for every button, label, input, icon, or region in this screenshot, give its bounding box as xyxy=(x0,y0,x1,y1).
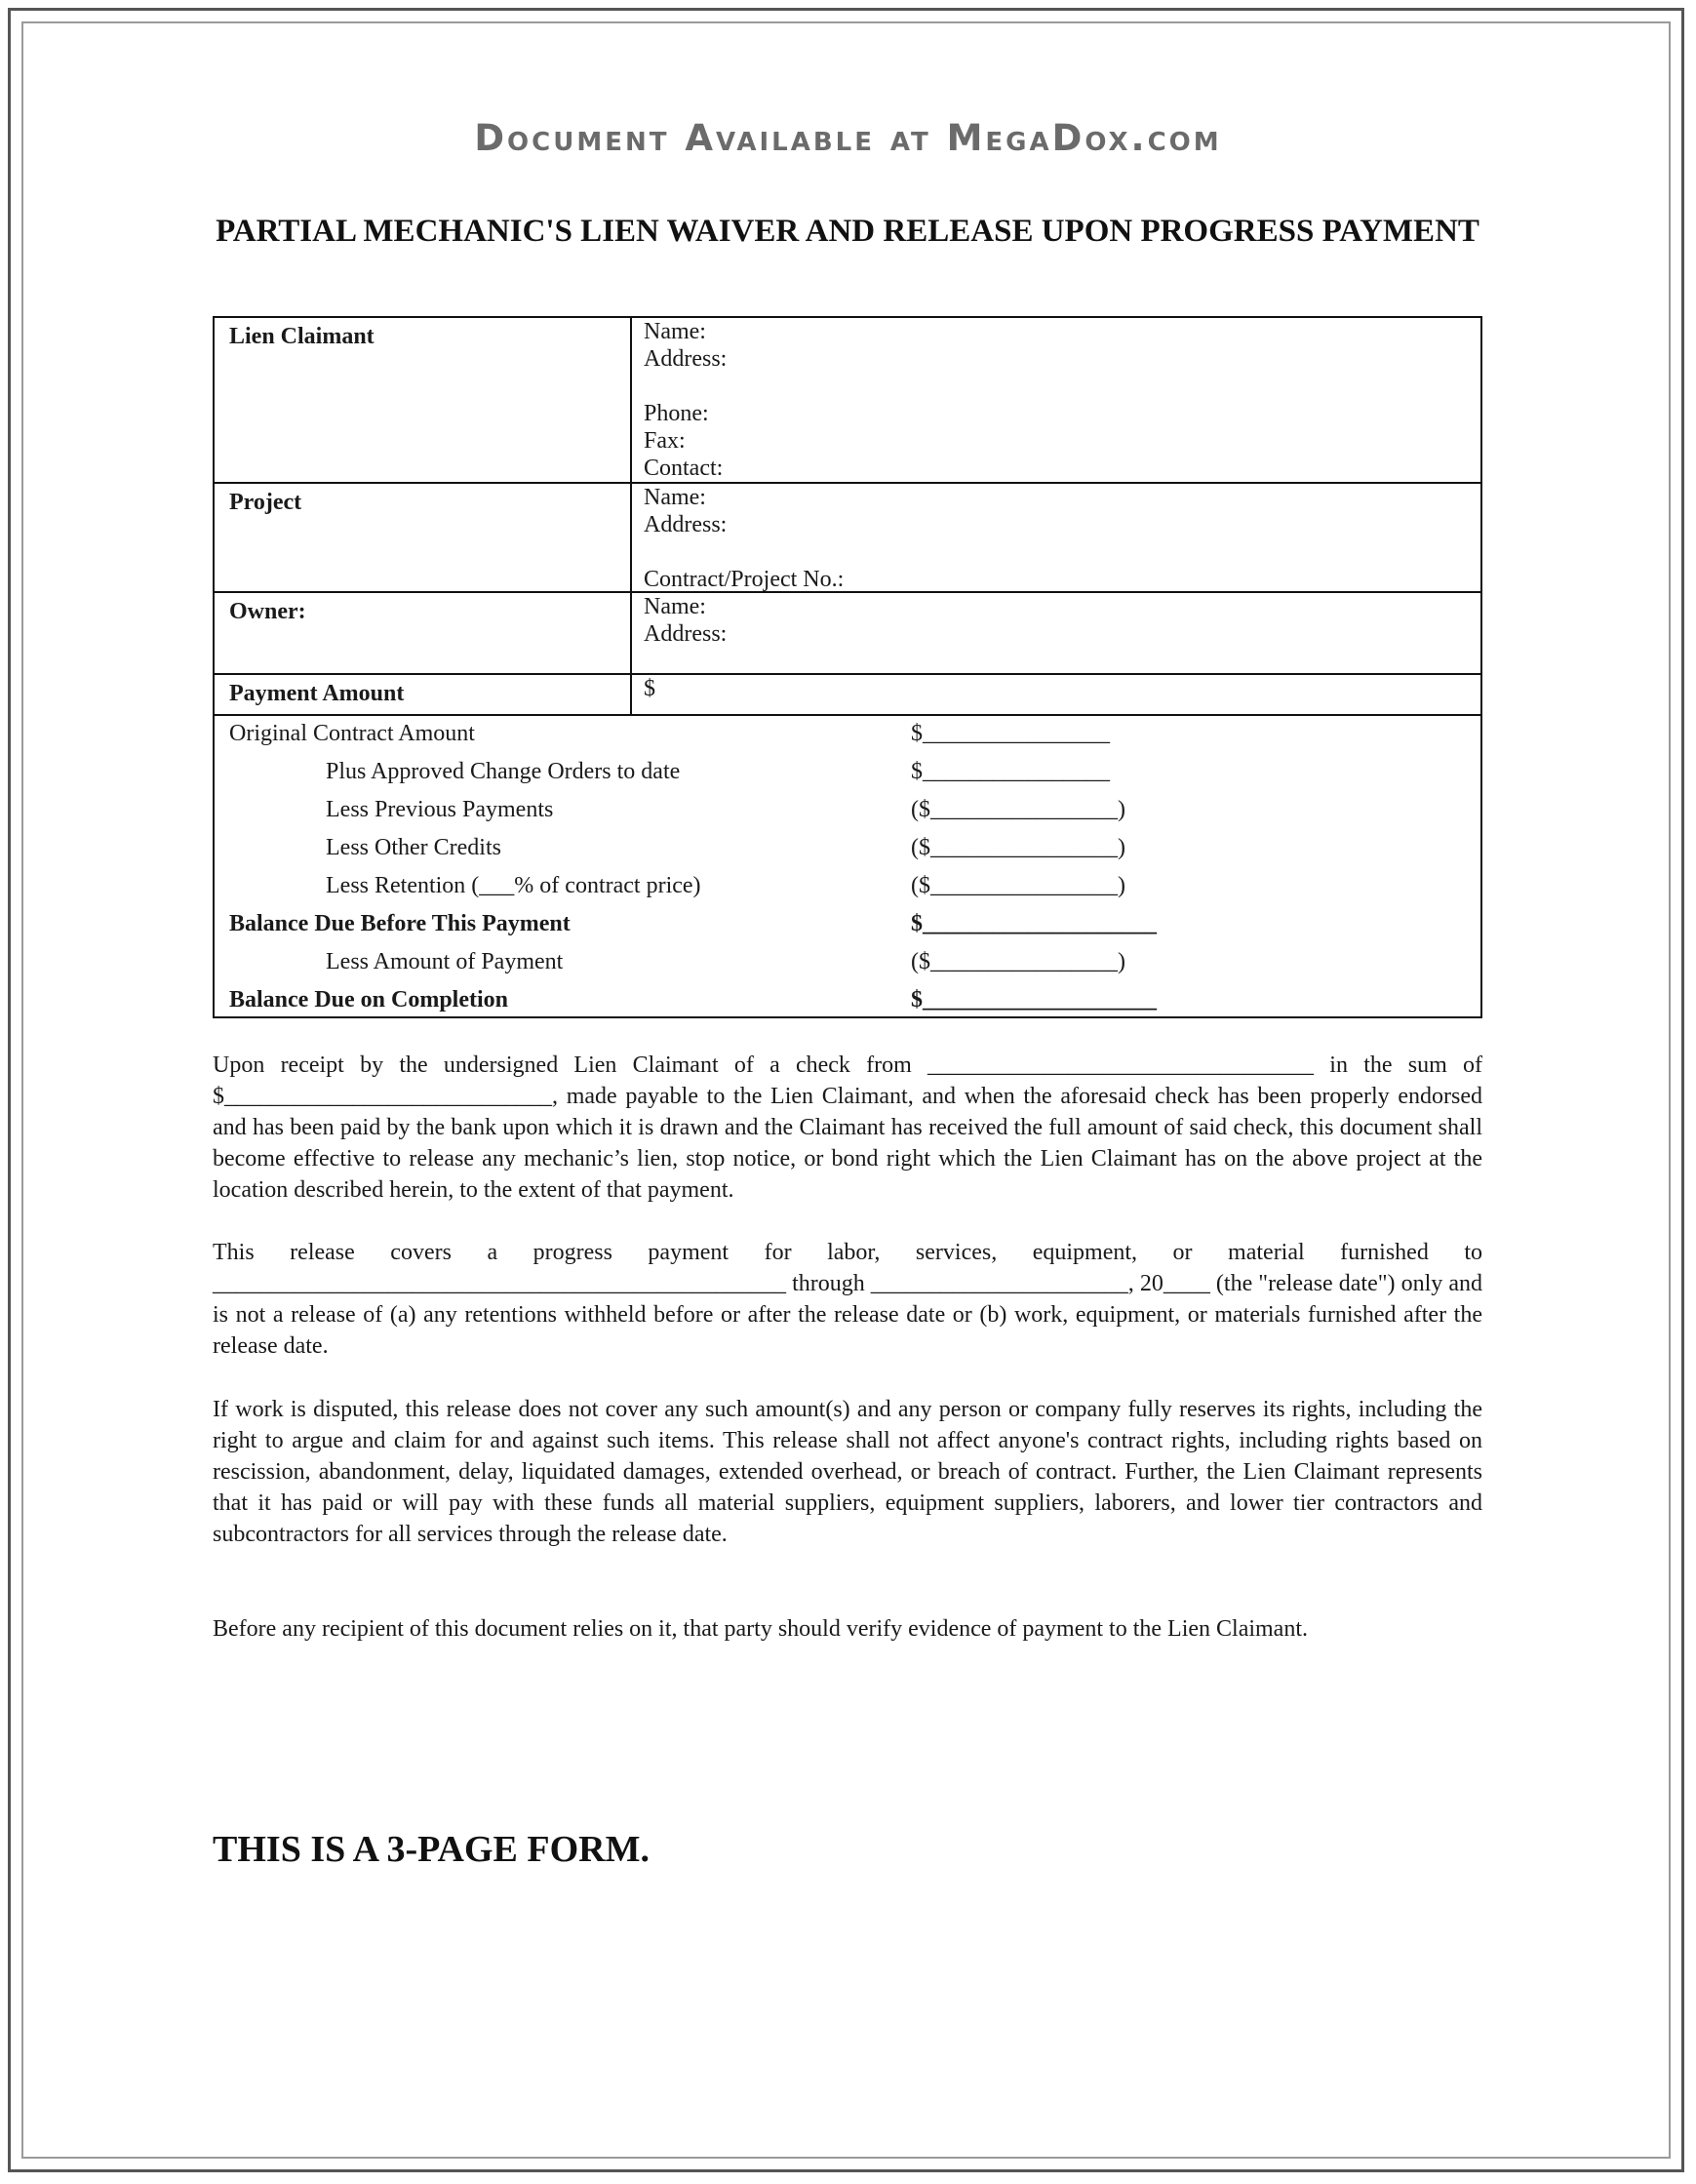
calc-label: Less Retention (___% of contract price) xyxy=(326,873,701,898)
spacer xyxy=(644,373,727,400)
disputed-work-paragraph: If work is disputed, this release does not cover any such amount(s) and any person or company fully reserves its rights, including the right to argue and claim for and against such items. This release shall not affect anyone's contract rights, including rights based on rescission, abandonment, delay, liquidated damages, extended overhead, or breach of contract. Further, the Lien Claimant represents that it has paid or will pay with these funds all material suppliers, equipment suppliers, laborers, and lower tier contractors and subcontractors for all services through the release date. xyxy=(213,1397,1482,1547)
page-count-note: THIS IS A 3-PAGE FORM. xyxy=(213,1829,650,1870)
claimant-address-field[interactable]: Address: xyxy=(644,346,728,372)
calc-label: Less Amount of Payment xyxy=(326,949,564,974)
lien-claimant-row xyxy=(215,318,1480,484)
owner-name-field[interactable]: Name: xyxy=(644,594,706,619)
receipt-paragraph: Upon receipt by the undersigned Lien Claimant of a check from _________________________________ in the sum of $____________________________, made payable to the Lien Claimant, and when the aforesaid check has been properly endorsed and has been paid by the bank upon which it is drawn and the Claimant has received the full amount of said check, this document shall become effective to release any mechanic’s lien, stop notice, or bond right which the Lien Claimant has on the above project at the location described herein, to the extent of that payment. xyxy=(213,1052,1482,1203)
project-row xyxy=(215,484,1480,593)
calc-label: Balance Due Before This Payment xyxy=(229,911,571,936)
owner-row xyxy=(215,593,1480,675)
watermark-banner: Document Available at MegaDox.com xyxy=(474,117,1222,159)
calc-line-original-contract xyxy=(215,715,1480,753)
calc-value-field[interactable]: ($________________) xyxy=(911,797,1125,822)
calc-line-amount-of-payment xyxy=(215,943,1480,981)
claimant-contact-field[interactable]: Contact: xyxy=(644,456,724,481)
calc-value-field[interactable]: ($________________) xyxy=(911,835,1125,860)
column-divider xyxy=(630,318,632,482)
column-divider xyxy=(630,593,632,673)
claimant-fax-field[interactable]: Fax: xyxy=(644,428,686,454)
owner-address-field[interactable]: Address: xyxy=(644,621,728,647)
spacer xyxy=(644,538,844,566)
calc-label: Original Contract Amount xyxy=(229,721,475,746)
calc-line-previous-payments xyxy=(215,791,1480,829)
payment-amount-label: Payment Amount xyxy=(229,681,405,706)
project-address-field[interactable]: Address: xyxy=(644,512,728,537)
project-contract-no-field[interactable]: Contract/Project No.: xyxy=(644,567,845,592)
calc-value-field[interactable]: $________________ xyxy=(911,759,1110,784)
calc-line-balance-completion xyxy=(215,981,1480,1019)
payment-amount-row xyxy=(215,675,1480,716)
calc-value-field[interactable]: ($________________) xyxy=(911,873,1125,898)
calc-label: Plus Approved Change Orders to date xyxy=(326,759,681,784)
claimant-name-field[interactable]: Name: xyxy=(644,319,706,344)
calc-value-field[interactable]: ($________________) xyxy=(911,949,1125,974)
calc-label: Balance Due on Completion xyxy=(229,987,509,1013)
verification-paragraph: Before any recipient of this document relies on it, that party should verify evidence of payment to the Lien Claimant. xyxy=(213,1616,1308,1642)
calc-line-retention xyxy=(215,867,1480,905)
project-name-field[interactable]: Name: xyxy=(644,485,706,510)
owner-fields xyxy=(644,593,727,648)
calc-line-change-orders xyxy=(215,753,1480,791)
lien-claimant-label: Lien Claimant xyxy=(229,324,375,349)
document-title: PARTIAL MECHANIC'S LIEN WAIVER AND RELEASE UPON PROGRESS PAYMENT xyxy=(216,214,1479,249)
release-coverage-paragraph: This release covers a progress payment for labor, services, equipment, or material furnished to _________________________________________________ through ______________________, 20____ (the "release date") only and is not a release of (a) any retentions withheld before or after the release date or (b) work, equipment, or materials furnished after the release date. xyxy=(213,1240,1482,1359)
column-divider xyxy=(630,675,632,714)
calc-value-field[interactable]: $____________________ xyxy=(911,911,1157,936)
payment-amount-field[interactable]: $ xyxy=(644,676,655,701)
calc-value-field[interactable]: $____________________ xyxy=(911,987,1157,1013)
calc-label: Less Previous Payments xyxy=(326,797,554,822)
project-fields xyxy=(644,484,844,593)
claimant-phone-field[interactable]: Phone: xyxy=(644,401,709,426)
payment-calculation xyxy=(215,715,1480,1018)
lien-claimant-fields xyxy=(644,318,727,482)
lien-info-table xyxy=(213,316,1482,1018)
project-label: Project xyxy=(229,490,302,515)
calc-line-other-credits xyxy=(215,829,1480,867)
column-divider xyxy=(630,484,632,591)
calc-value-field[interactable]: $________________ xyxy=(911,721,1110,746)
calc-line-balance-before xyxy=(215,905,1480,943)
owner-label: Owner: xyxy=(229,599,306,624)
calc-label: Less Other Credits xyxy=(326,835,501,860)
